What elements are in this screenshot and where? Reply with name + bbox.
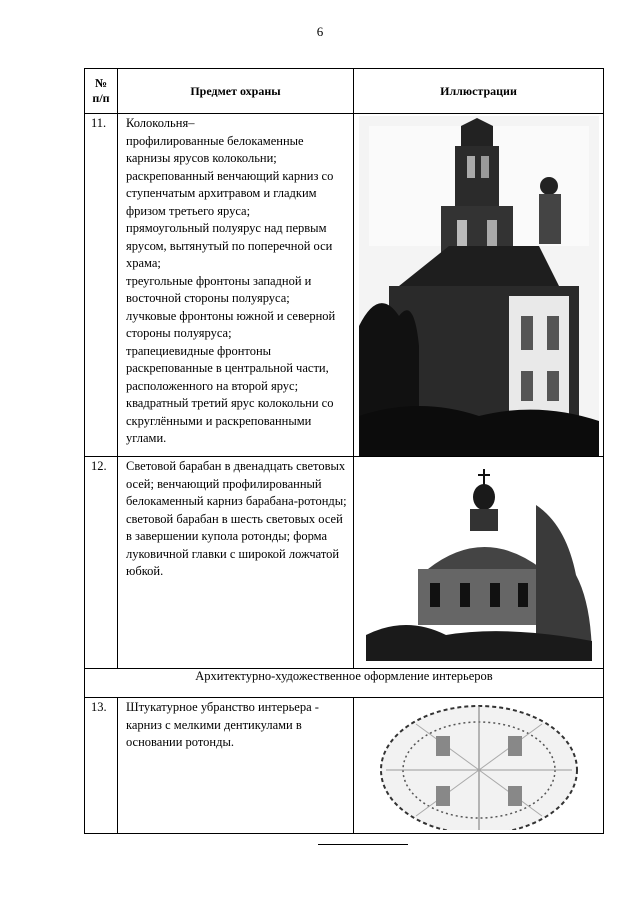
header-num [85,69,118,114]
interior-cornice-photo [376,700,582,830]
table-row [85,114,604,457]
protection-table [84,68,604,834]
page-number: 6 [316,24,324,39]
row-illustration [354,698,604,834]
row-number: 12. [85,457,118,669]
section-row [85,669,604,698]
header-illustrations: Иллюстрации [354,69,604,114]
row-illustration [354,114,604,457]
row-number: 11. [85,114,118,457]
table-row [85,698,604,834]
row-subject [118,114,354,457]
row-number: 13. [85,698,118,834]
bell-tower-photo [359,116,599,456]
row-subject-text: Световой барабан в двенадцать световых осей; венчающий профилированный белокаменный карниз барабана-ротонды; световой барабан в шесть световых осей в завершении купола ротонды; форма луковичной главки с широкой ложчатой юбкой. [126,459,347,578]
row-illustration [354,457,604,669]
row-subject [118,457,354,669]
section-title: Архитектурно-художественное оформление интерьеров [85,669,604,698]
table-header-row [85,69,604,114]
row-subject-text: Штукатурное убранство интерьера - карниз с мелкими дентикулами в основании ротонды. [126,700,319,749]
row-subject [118,698,354,834]
footer-divider [318,844,408,845]
header-num-label: № п/п [92,76,110,105]
rotunda-drum-photo [366,465,592,661]
header-subject: Предмет охраны [118,69,354,114]
row-subject-text: Колокольня– профилированные белокаменные карнизы ярусов колокольни; раскрепованный венчающий карниз со ступенчатым архитравом и гладким фризом третьего яруса; прямоугольный полуярус над первым ярусом, вытянутый по поперечной оси храма; треугольные фронтоны западной и восточной стороны полуяруса; лучковые фронтоны южной и северной стороны полуяруса; трапециевидные фронтоны раскрепованные в центральной части, расположенного на второй ярус; квадратный третий ярус колокольни со скруглёнными и раскрепованными углами. [126,116,336,445]
table-row [85,457,604,669]
